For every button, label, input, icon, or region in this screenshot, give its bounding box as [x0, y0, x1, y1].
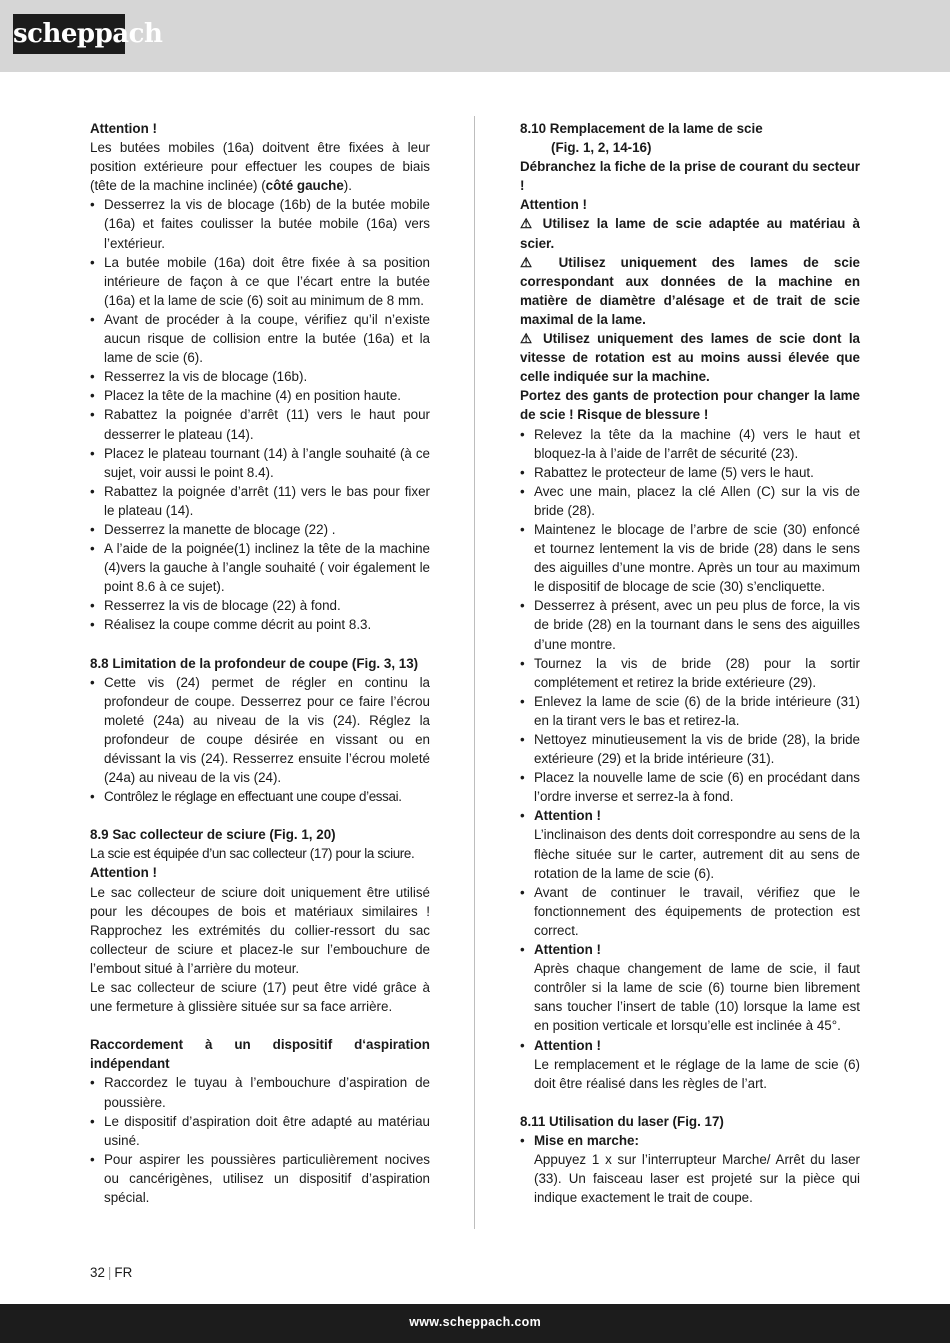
aspiration-list: [90, 1073, 430, 1207]
list-item: • Avec une main, placez la clé Allen (C) sur la vis de bride (28).: [520, 482, 860, 520]
attention-heading: Attention !: [90, 865, 157, 881]
list-item: • Maintenez le blocage de l’arbre de scie (30) enfoncé et tournez lentement la vis de bride (28) dans le sens des aiguilles d’une montre. Après un tour au maximum le dispositif de blocage de scie (30) s’encliquette.: [520, 520, 860, 596]
section-heading-8-10: 8.10 Remplacement de la lame de scie: [520, 121, 763, 136]
list-item: [520, 940, 860, 1035]
list-item: • Rabattez le protecteur de lame (5) vers le haut.: [520, 463, 860, 482]
list-item: • Placez la nouvelle lame de scie (6) en procédant dans l’ordre inverse et serrez-la à fond.: [520, 768, 860, 806]
list-item: [520, 1036, 860, 1093]
list-item: • Desserrez la vis de blocage (16b) de la butée mobile (16a) et faites coulisser la butée mobile (16a) vers l’extérieur.: [90, 195, 430, 252]
footer-url[interactable]: www.scheppach.com: [409, 1315, 541, 1329]
column-divider: [474, 116, 475, 1229]
page-header: [0, 0, 950, 72]
attention-text: Le remplacement et le réglage de la lame de scie (6) doit être réalisé dans les règles de l’art.: [534, 1056, 860, 1091]
list-item: • Desserrez la manette de blocage (22) .: [90, 520, 430, 539]
page-number: 32 | FR: [90, 1265, 133, 1280]
intro-paragraph: [90, 138, 430, 195]
laser-list: [520, 1131, 860, 1207]
section-heading-fig: (Fig. 1, 2, 14-16): [551, 140, 652, 156]
list-item: • A l’aide de la poignée(1) inclinez la tête de la machine (4)vers la gauche à l’angle souhaité ( voir également le point 8.6 à ce sujet).: [90, 539, 430, 596]
warning-text: ⚠ Utilisez uniquement des lames de scie dont la vitesse de rotation est au moins aussi élevée que celle indiquée sur la machine.: [520, 331, 860, 385]
paragraph: Le sac collecteur de sciure doit uniquement être utilisé pour les découpes de bois et matériaux similaires ! Rapprochez les extrémités du collier-ressort du sac collecteur de sciure et placez-le sur l’embouchure de l’embout situé à l’arrière du moteur.: [90, 884, 430, 976]
attention-heading: Attention !: [520, 197, 587, 213]
warning-text: Débranchez la fiche de la prise de courant du secteur !: [520, 159, 860, 194]
list-item: • Pour aspirer les poussières particulièrement nocives ou cancérigènes, utilisez un dispositif d’aspiration spécial.: [90, 1150, 430, 1207]
attention-heading: Attention !: [534, 808, 601, 824]
laser-text: Appuyez 1 x sur l’interrupteur Marche/ Arrêt du laser (33). Un faisceau laser est projeté sur la pièce qui indique exactement le trait de coupe.: [534, 1151, 860, 1206]
list-item: • Tournez la vis de bride (28) pour la sortir complétement et retirez la bride extérieure (29).: [520, 654, 860, 692]
page-footer: [0, 1304, 950, 1343]
list-item: • Nettoyez minutieusement la vis de bride (28), la bride extérieure (29) et la bride intérieure (31).: [520, 730, 860, 768]
list-item: • Enlevez la lame de scie (6) de la bride intérieure (31) en la tirant vers le bas et retirez-la.: [520, 692, 860, 730]
list-item: • Raccordez le tuyau à l’embouchure d’aspiration de poussière.: [90, 1073, 430, 1111]
laser-heading: Mise en marche:: [534, 1132, 639, 1148]
attention-text: L’inclinaison des dents doit correspondre au sens de la flèche située sur le carter, autrement dit au sens de rotation de la lame de scie (6).: [534, 827, 860, 881]
intro-text: Les butées mobiles (16a) doitvent être fixées à leur position extérieure pour effectuer les coupes de biais (tête de la machine inclinée) (: [90, 140, 430, 194]
section-heading-8-9: 8.9 Sac collecteur de sciure (Fig. 1, 20): [90, 827, 336, 843]
paragraph: La scie est équipée d’un sac collecteur (17) pour la sciure.: [90, 846, 415, 862]
list-item: [520, 1131, 860, 1207]
warning-text: Portez des gants de protection pour changer la lame de scie ! Risque de blessure !: [520, 388, 860, 423]
attention-heading: Attention !: [534, 1037, 601, 1053]
list-item: • Placez le plateau tournant (14) à l’angle souhaité (à ce sujet, voir aussi le point 8.4).: [90, 444, 430, 482]
list-item: • Réalisez la coupe comme décrit au point 8.3.: [90, 615, 430, 634]
page-language: FR: [114, 1265, 133, 1280]
list-item: • Contrôlez le réglage en effectuant une coupe d’essai.: [90, 787, 430, 806]
list-item: • La butée mobile (16a) doit être fixée à sa position intérieure de façon à ce que l’écart entre la butée (16a) et la lame de scie (6) soit au minimum de 8 mm.: [90, 253, 430, 310]
list-item: • Le dispositif d’aspiration doit être adapté au matériau usiné.: [90, 1112, 430, 1150]
list-item: • Resserrez la vis de blocage (22) à fond.: [90, 596, 430, 615]
list-item: • Rabattez la poignée d’arrêt (11) vers le bas pour fixer le plateau (14).: [90, 482, 430, 520]
warning-text: ⚠ Utilisez uniquement des lames de scie correspondant aux données de la machine en matière de diamètre d’alésage et de trait de scie maximal de la lame.: [520, 254, 860, 327]
list-item: • Placez la tête de la machine (4) en position haute.: [90, 386, 430, 405]
list-item: • Cette vis (24) permet de régler en continu la profondeur de coupe. Desserrez pour ce faire l’écrou moleté (24a) au niveau de la vis (24). Réglez la profondeur de coupe désirée en vissant ou en dévissant la vis (24). Resserrez ensuite l’écrou moleté (24a) au niveau de la vis (24).: [90, 673, 430, 788]
list-item: • Avant de continuer le travail, vérifiez que le fonctionnement des équipements de protection est correct.: [520, 883, 860, 940]
blade-steps-list: [520, 425, 860, 1093]
intro-end: ).: [343, 178, 352, 194]
paragraph: Le sac collecteur de sciure (17) peut être vidé grâce à une fermeture à glissière située sur sa face arrière.: [90, 980, 430, 1015]
section-heading-8-11: 8.11 Utilisation du laser (Fig. 17): [520, 1113, 724, 1129]
list-item: [520, 806, 860, 882]
section-heading-aspiration: Raccordement à un dispositif d‘aspiration indépendant: [90, 1037, 430, 1072]
warning-text: ⚠ Utilisez la lame de scie adaptée au matériau à scier.: [520, 216, 860, 251]
left-column: [90, 119, 430, 1207]
scheppach-logo: scheppach: [13, 14, 125, 54]
intro-bold: côté gauche: [265, 178, 344, 194]
right-column: [520, 119, 860, 1207]
page-number-value: 32: [90, 1265, 105, 1280]
list-8-8: [90, 673, 430, 807]
attention-text: Après chaque changement de lame de scie, il faut contrôler si la lame de scie (6) tourne bien librement sans toucher l’insert de table (10) lorsque la lame est en position verticale et lorsqu’elle est inclinée à 45°.: [534, 961, 860, 1034]
section-heading-8-8: 8.8 Limitation de la profondeur de coupe (Fig. 3, 13): [90, 655, 419, 671]
list-item: • Avant de procéder à la coupe, vérifiez qu’il n’existe aucun risque de collision entre la butée (16a) et la lame de scie (6).: [90, 310, 430, 367]
list-item: • Desserrez à présent, avec un peu plus de force, la vis de bride (28) en la tournant dans le sens des aiguilles d’une montre.: [520, 596, 860, 653]
list-item: • Rabattez la poignée d’arrêt (11) vers le haut pour desserrer le plateau (14).: [90, 405, 430, 443]
list-item: • Relevez la tête da la machine (4) vers le haut et bloquez-la à l’aide de l’arrêt de sécurité (23).: [520, 425, 860, 463]
attention-heading: Attention !: [90, 121, 157, 136]
steps-list: [90, 195, 430, 634]
attention-heading: Attention !: [534, 942, 601, 958]
list-item: • Resserrez la vis de blocage (16b).: [90, 367, 430, 386]
